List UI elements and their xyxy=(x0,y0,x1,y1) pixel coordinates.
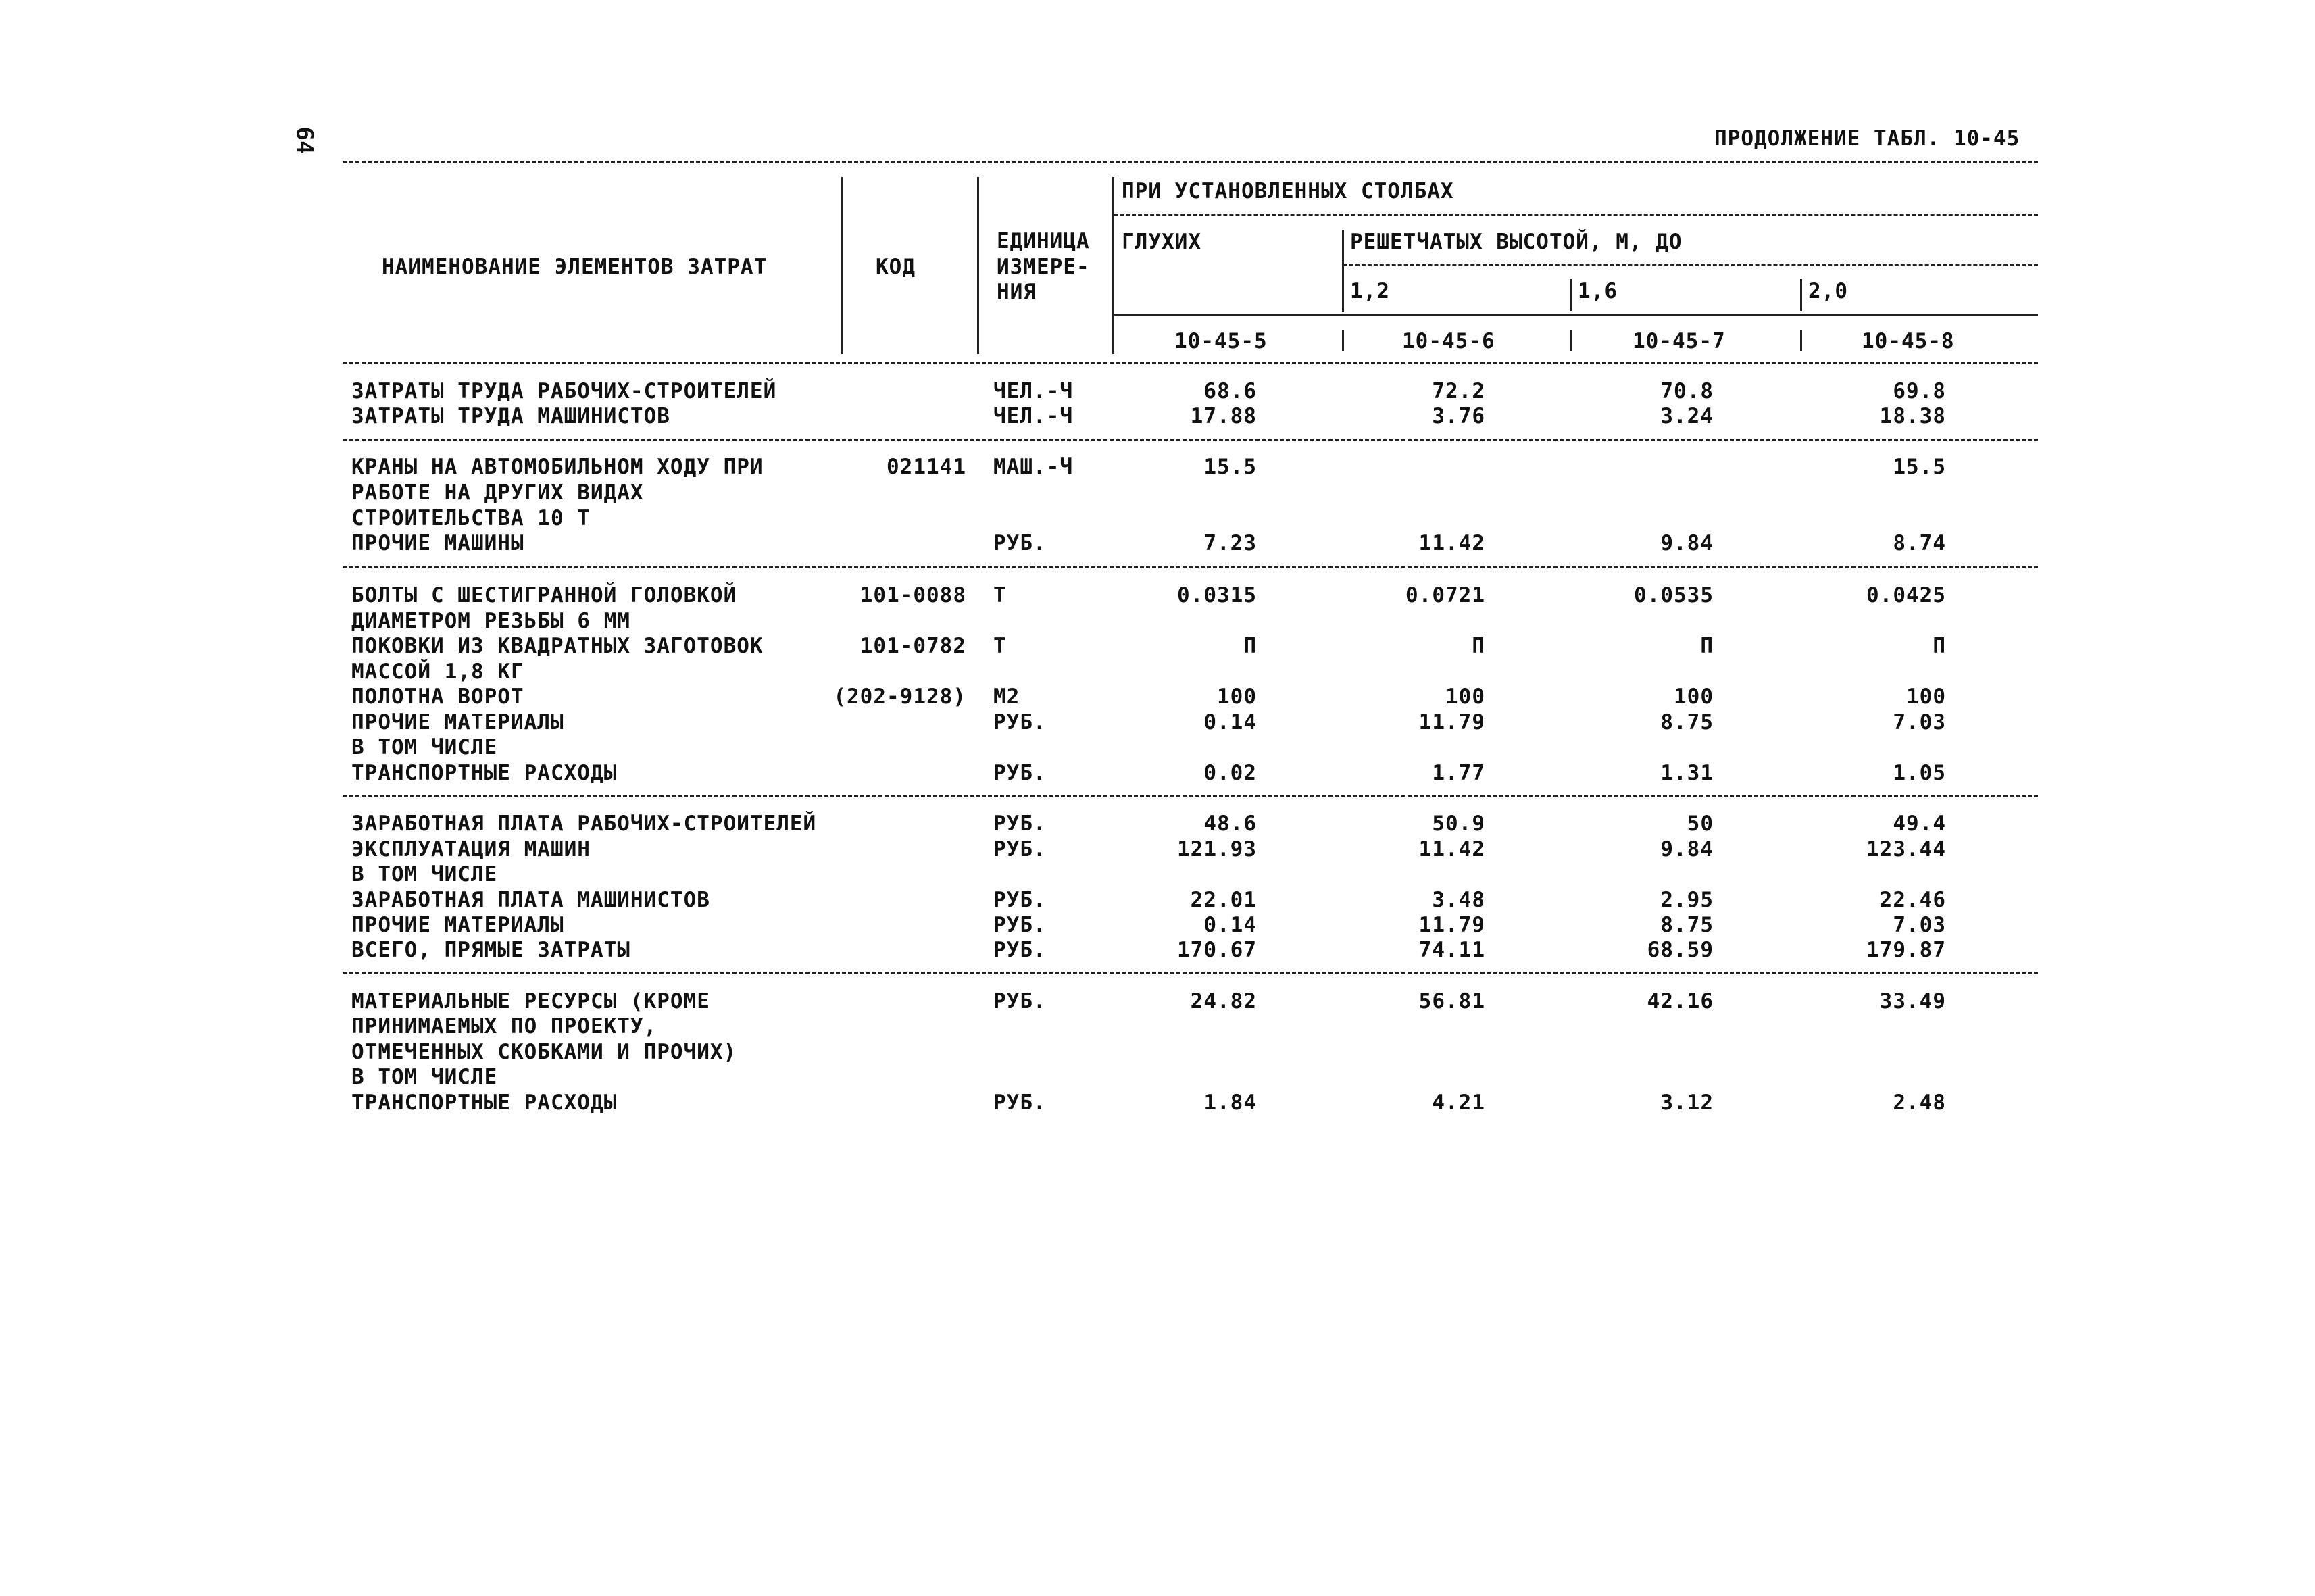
row-value-4: 7.03 xyxy=(1893,913,1946,937)
page-number: 64 xyxy=(291,126,318,155)
row-name: БОЛТЫ С ШЕСТИГРАННОЙ ГОЛОВКОЙ xyxy=(351,583,737,607)
row-value-4: 123.44 xyxy=(1866,837,1946,862)
code-separator-1 xyxy=(1342,330,1344,351)
row-name: ЗАРАБОТНАЯ ПЛАТА РАБОЧИХ-СТРОИТЕЛЕЙ xyxy=(351,812,817,836)
header-group-title: ПРИ УСТАНОВЛЕННЫХ СТОЛБАХ xyxy=(1122,179,1454,203)
row-name: КРАНЫ НА АВТОМОБИЛЬНОМ ХОДУ ПРИ xyxy=(351,455,764,479)
row-value-3: П xyxy=(1700,634,1714,658)
header-code-3: 10-45-7 xyxy=(1633,329,1726,353)
row-value-2: 50.9 xyxy=(1432,812,1485,836)
row-unit: МАШ.-Ч xyxy=(993,455,1073,479)
header-separator-code-unit xyxy=(977,177,979,354)
row-value-1: 24.82 xyxy=(1190,989,1257,1014)
row-value-4: 33.49 xyxy=(1879,989,1946,1014)
row-value-1: 170.67 xyxy=(1177,938,1257,962)
row-name: РАБОТЕ НА ДРУГИХ ВИДАХ xyxy=(351,480,644,505)
row-value-3: 3.12 xyxy=(1660,1091,1714,1115)
row-value-3: 8.75 xyxy=(1660,913,1714,937)
row-name: В ТОМ ЧИСЛЕ xyxy=(351,1065,498,1089)
row-value-4: П xyxy=(1933,634,1946,658)
header-unit-1: ЕДИНИЦА xyxy=(997,229,1090,253)
row-name: ЭКСПЛУАТАЦИЯ МАШИН xyxy=(351,837,591,862)
row-unit: ЧЕЛ.-Ч xyxy=(993,404,1073,428)
row-value-4: 22.46 xyxy=(1879,888,1946,912)
row-value-2: 56.81 xyxy=(1418,989,1485,1014)
header-height-1: 1,2 xyxy=(1350,279,1390,303)
row-unit: РУБ. xyxy=(993,888,1047,912)
header-height-2: 1,6 xyxy=(1578,279,1618,303)
row-value-4: 15.5 xyxy=(1893,455,1946,479)
row-value-1: 7.23 xyxy=(1203,531,1257,555)
code-separator-2 xyxy=(1570,330,1572,351)
row-unit: Т xyxy=(993,634,1007,658)
row-value-1: 48.6 xyxy=(1203,812,1257,836)
row-unit: РУБ. xyxy=(993,761,1047,785)
row-name: МАССОЙ 1,8 КГ xyxy=(351,659,524,684)
row-value-1: 17.88 xyxy=(1190,404,1257,428)
row-value-2: 74.11 xyxy=(1418,938,1485,962)
section-rule-1 xyxy=(343,439,2038,441)
row-value-4: 2.48 xyxy=(1893,1091,1946,1115)
header-sub-solid: ГЛУХИХ xyxy=(1122,230,1201,254)
row-name: ПРИНИМАЕМЫХ ПО ПРОЕКТУ, xyxy=(351,1014,657,1039)
row-value-2: 100 xyxy=(1445,684,1485,709)
header-code: КОД xyxy=(876,255,916,279)
row-value-1: 100 xyxy=(1217,684,1257,709)
row-name: ПРОЧИЕ МАТЕРИАЛЫ xyxy=(351,710,564,734)
section-rule-2 xyxy=(343,566,2038,568)
header-code-4: 10-45-8 xyxy=(1862,329,1955,353)
row-value-3: 9.84 xyxy=(1660,531,1714,555)
row-value-3: 68.59 xyxy=(1647,938,1714,962)
row-unit: М2 xyxy=(993,684,1020,709)
row-code: 021141 xyxy=(887,455,966,479)
continuation-title: ПРОДОЛЖЕНИЕ ТАБЛ. 10-45 xyxy=(1714,126,2020,151)
row-value-3: 50 xyxy=(1687,812,1714,836)
row-value-2: П xyxy=(1472,634,1485,658)
header-bottom-rule xyxy=(343,362,2038,364)
section-rule-4 xyxy=(343,972,2038,974)
row-value-2: 11.79 xyxy=(1418,913,1485,937)
row-unit: РУБ. xyxy=(993,989,1047,1014)
row-value-2: 1.77 xyxy=(1432,761,1485,785)
row-unit: РУБ. xyxy=(993,837,1047,862)
header-rule-heights xyxy=(1114,314,2038,316)
header-separator-h2-h3 xyxy=(1800,279,1802,311)
header-code-2: 10-45-6 xyxy=(1402,329,1495,353)
row-unit: РУБ. xyxy=(993,710,1047,734)
row-value-1: 1.84 xyxy=(1203,1091,1257,1115)
code-separator-3 xyxy=(1800,330,1802,351)
row-value-4: 0.0425 xyxy=(1866,583,1946,607)
row-unit: ЧЕЛ.-Ч xyxy=(993,379,1073,403)
row-value-3: 9.84 xyxy=(1660,837,1714,862)
row-name: ЗАТРАТЫ ТРУДА МАШИНИСТОВ xyxy=(351,404,670,428)
row-name: ЗАТРАТЫ ТРУДА РАБОЧИХ-СТРОИТЕЛЕЙ xyxy=(351,379,777,403)
row-value-2: 4.21 xyxy=(1432,1091,1485,1115)
row-name: ТРАНСПОРТНЫЕ РАСХОДЫ xyxy=(351,761,618,785)
row-code: 101-0088 xyxy=(860,583,966,607)
row-unit: Т xyxy=(993,583,1007,607)
row-name: ОТМЕЧЕННЫХ СКОБКАМИ И ПРОЧИХ) xyxy=(351,1040,737,1064)
row-code: (202-9128) xyxy=(833,684,966,709)
row-value-1: П xyxy=(1243,634,1257,658)
header-height-3: 2,0 xyxy=(1808,279,1848,303)
row-value-4: 18.38 xyxy=(1879,404,1946,428)
row-value-3: 1.31 xyxy=(1660,761,1714,785)
row-unit: РУБ. xyxy=(993,1091,1047,1115)
row-name: ЗАРАБОТНАЯ ПЛАТА МАШИНИСТОВ xyxy=(351,888,710,912)
row-value-2: 0.0721 xyxy=(1405,583,1485,607)
row-value-1: 15.5 xyxy=(1203,455,1257,479)
row-value-4: 49.4 xyxy=(1893,812,1946,836)
row-value-1: 0.0315 xyxy=(1177,583,1257,607)
row-value-1: 68.6 xyxy=(1203,379,1257,403)
header-separator-solid-lattice xyxy=(1342,230,1344,312)
header-rule-group xyxy=(1114,214,2038,216)
row-name: В ТОМ ЧИСЛЕ xyxy=(351,862,498,887)
row-value-3: 100 xyxy=(1674,684,1714,709)
row-name: СТРОИТЕЛЬСТВА 10 Т xyxy=(351,506,591,530)
row-unit: РУБ. xyxy=(993,913,1047,937)
row-value-4: 8.74 xyxy=(1893,531,1946,555)
table-top-rule xyxy=(343,161,2038,163)
header-unit-2: ИЗМЕРЕ- xyxy=(997,255,1090,279)
row-value-3: 3.24 xyxy=(1660,404,1714,428)
row-value-4: 69.8 xyxy=(1893,379,1946,403)
row-unit: РУБ. xyxy=(993,812,1047,836)
row-name: ПРОЧИЕ МАТЕРИАЛЫ xyxy=(351,913,564,937)
header-sub-lattice: РЕШЕТЧАТЫХ ВЫСОТОЙ, М, ДО xyxy=(1350,230,1683,254)
row-value-4: 1.05 xyxy=(1893,761,1946,785)
row-value-4: 179.87 xyxy=(1866,938,1946,962)
row-value-4: 100 xyxy=(1906,684,1946,709)
row-value-3: 8.75 xyxy=(1660,710,1714,734)
row-value-1: 121.93 xyxy=(1177,837,1257,862)
row-name: МАТЕРИАЛЬНЫЕ РЕСУРСЫ (КРОМЕ xyxy=(351,989,710,1014)
row-value-3: 0.0535 xyxy=(1634,583,1714,607)
row-unit: РУБ. xyxy=(993,938,1047,962)
row-value-2: 11.79 xyxy=(1418,710,1485,734)
row-value-3: 42.16 xyxy=(1647,989,1714,1014)
header-separator-name-code xyxy=(841,177,843,354)
row-value-4: 7.03 xyxy=(1893,710,1946,734)
row-code: 101-0782 xyxy=(860,634,966,658)
row-value-1: 0.02 xyxy=(1203,761,1257,785)
header-separator-unit-values xyxy=(1112,177,1114,354)
row-name: ПОЛОТНА ВОРОТ xyxy=(351,684,524,709)
row-value-1: 0.14 xyxy=(1203,710,1257,734)
row-name: ДИАМЕТРОМ РЕЗЬБЫ 6 ММ xyxy=(351,609,630,633)
row-value-1: 22.01 xyxy=(1190,888,1257,912)
row-value-3: 2.95 xyxy=(1660,888,1714,912)
header-code-1: 10-45-5 xyxy=(1174,329,1268,353)
row-name: ВСЕГО, ПРЯМЫЕ ЗАТРАТЫ xyxy=(351,938,630,962)
row-value-3: 70.8 xyxy=(1660,379,1714,403)
header-unit-3: НИЯ xyxy=(997,280,1037,304)
row-value-2: 3.76 xyxy=(1432,404,1485,428)
header-rule-lattice xyxy=(1343,264,2038,266)
row-name: ПОКОВКИ ИЗ КВАДРАТНЫХ ЗАГОТОВОК xyxy=(351,634,764,658)
row-value-2: 11.42 xyxy=(1418,531,1485,555)
row-value-1: 0.14 xyxy=(1203,913,1257,937)
header-name: НАИМЕНОВАНИЕ ЭЛЕМЕНТОВ ЗАТРАТ xyxy=(382,255,768,279)
row-value-2: 11.42 xyxy=(1418,837,1485,862)
row-value-2: 3.48 xyxy=(1432,888,1485,912)
row-unit: РУБ. xyxy=(993,531,1047,555)
row-value-2: 72.2 xyxy=(1432,379,1485,403)
section-rule-3 xyxy=(343,795,2038,797)
row-name: ПРОЧИЕ МАШИНЫ xyxy=(351,531,524,555)
row-name: В ТОМ ЧИСЛЕ xyxy=(351,735,498,759)
header-separator-h1-h2 xyxy=(1570,279,1572,311)
row-name: ТРАНСПОРТНЫЕ РАСХОДЫ xyxy=(351,1091,618,1115)
